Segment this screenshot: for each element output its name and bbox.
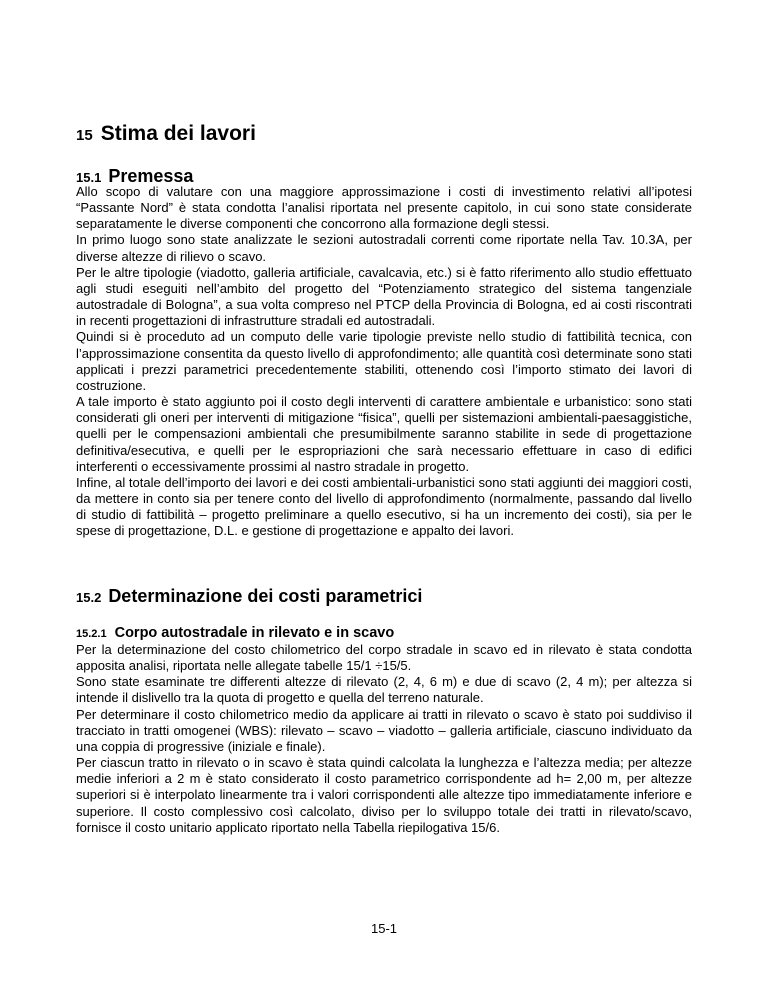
paragraph: Allo scopo di valutare con una maggiore approssimazione i costi di investimento relativi all’ipotesi “Passante Nord” è stata condotta l’analisi riportata nel presente capitolo, in cui sono state considerate separatamente le diverse componenti che concorrono alla formazione degli stessi.	[76, 184, 692, 232]
chapter-title: Stima dei lavori	[100, 122, 256, 145]
paragraph: Per ciascun tratto in rilevato o in scavo è stata quindi calcolata la lunghezza e l’altezza media; per altezze medie inferiori a 2 m è stato considerato il costo parametrico corrispondente ad h= 2,00 m, per altezze superiori si è interpolato linearmente tra i valori corrispondenti alle altezze tipo immediatamente inferiore e superiore. Il costo complessivo così calcolato, diviso per lo sviluppo totale dei tratti in rilevato/scavo, fornisce il costo unitario applicato riportato nella Tabella riepilogativa 15/6.	[76, 755, 692, 835]
chapter-number: 15	[76, 127, 93, 144]
chapter-heading	[76, 111, 256, 148]
paragraph: A tale importo è stato aggiunto poi il costo degli interventi di carattere ambientale e urbanistico: sono stati considerati gli oneri per interventi di mitigazione “fisica”, quelli per sistemazioni ambientali-paesaggistiche, quelli per le compensazioni ambientali che presumibilmente saranno stabilite in sede di progettazione definitiva/esecutiva, e quelli per le espropriazioni che sarà necessario effettuare in caso di edifici interferenti o eccessivamente prossimi al nastro stradale in progetto.	[76, 394, 692, 474]
corpo-autostradale-body	[76, 642, 692, 836]
paragraph: Per le altre tipologie (viadotto, galleria artificiale, cavalcavia, etc.) si è fatto riferimento allo studio effettuato agli studi eseguiti nell’ambito del progetto del “Potenziamento strategico del sistema tangenziale autostradale di Bologna”, a sua volta compreso nel PTCP della Provincia di Bologna, ed ai costi riscontrati in recenti progettazioni di infrastrutture stradali ed autostradali.	[76, 264, 692, 329]
paragraph: Infine, al totale dell’importo dei lavori e dei costi ambientali-urbanistici sono stati aggiunti dei maggiori costi, da mettere in conto sia per tenere conto del livello di approfondimento (normalmente, passando dal livello di studio di fattibilità – progetto preliminare a quello esecutivo, si ha un incremento dei costi), sia per le spese di progettazione, D.L. e gestione di progettazione e appalto dei lavori.	[76, 474, 692, 539]
paragraph: In primo luogo sono state analizzate le sezioni autostradali correnti come riportate nella Tav. 10.3A, per diverse altezze di rilievo o scavo.	[76, 232, 692, 264]
section-title: Premessa	[108, 166, 194, 186]
section-title: Determinazione dei costi parametrici	[108, 586, 423, 606]
section-heading-costi-parametrici	[76, 581, 422, 609]
subsection-number: 15.2.1	[76, 628, 107, 640]
paragraph: Per determinare il costo chilometrico medio da applicare ai tratti in rilevato o scavo è stato poi suddiviso il tracciato in tratti omogenei (WBS): rilevato – scavo – viadotto – galleria artificiale, ciascuno individuato da una coppia di progressive (iniziale e finale).	[76, 706, 692, 754]
section-number: 15.1	[76, 170, 102, 185]
page-number: 15-1	[370, 921, 398, 936]
subsection-heading-corpo-autostradale	[76, 620, 394, 642]
subsection-title: Corpo autostradale in rilevato e in scavo	[114, 625, 395, 641]
premessa-body	[76, 184, 692, 539]
section-number: 15.2	[76, 590, 102, 605]
paragraph: Sono state esaminate tre differenti altezze di rilevato (2, 4, 6 m) e due di scavo (2, 4 m); per altezza si intende il dislivello tra la quota di progetto e quella del terreno naturale.	[76, 674, 692, 706]
paragraph: Quindi si è proceduto ad un computo delle varie tipologie previste nello studio di fattibilità tecnica, con l’approssimazione consentita da questo livello di approfondimento; alle quantità così determinate sono stati applicati i prezzi parametrici precedentemente stabiliti, ottenendo così l’importo stimato dei lavori di costruzione.	[76, 329, 692, 393]
paragraph: Per la determinazione del costo chilometrico del corpo stradale in scavo ed in rilevato è stata condotta apposita analisi, riportata nelle allegate tabelle 15/1 ÷15/5.	[76, 642, 692, 674]
